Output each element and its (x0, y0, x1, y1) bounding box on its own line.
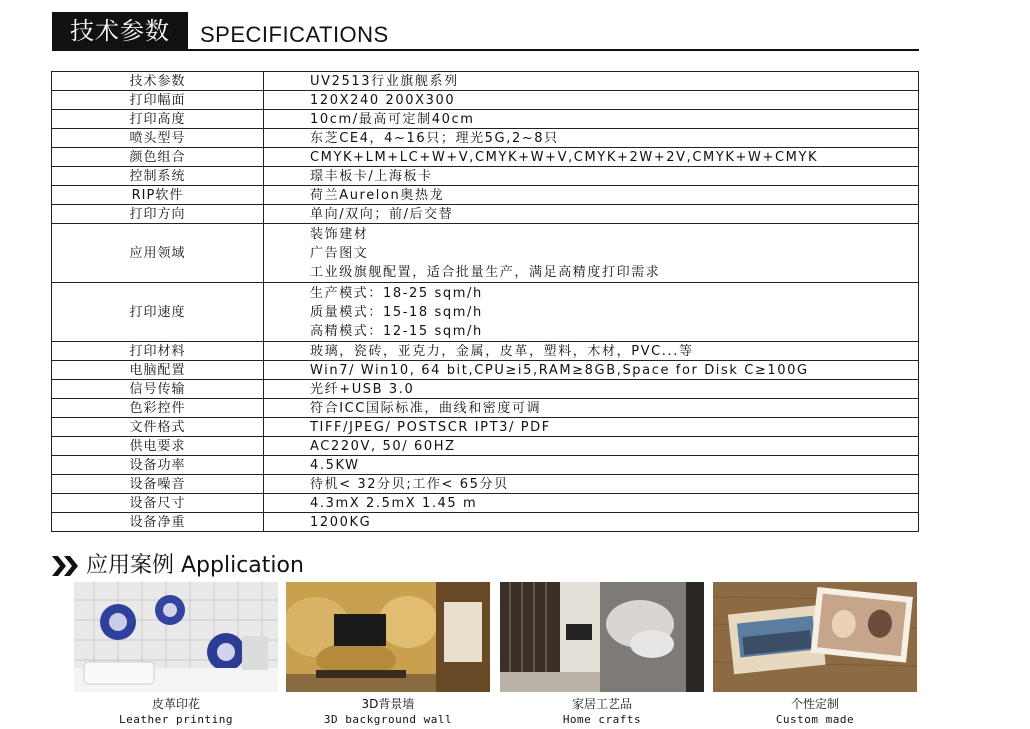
spec-label: 技术参数 (52, 72, 264, 91)
case-caption (286, 697, 490, 727)
spec-label: 控制系统 (52, 167, 264, 186)
spec-value-line: 荷兰Aurelon奥热龙 (310, 187, 445, 203)
spec-label: 打印速度 (52, 283, 264, 342)
case-image-custom-made (713, 582, 917, 692)
spec-label: 电脑配置 (52, 361, 264, 380)
case-image-leather-printing (74, 582, 278, 692)
spec-row (52, 361, 919, 380)
spec-value (264, 456, 919, 475)
spec-label: 供电要求 (52, 437, 264, 456)
spec-row (52, 72, 919, 91)
spec-value-line: CMYK+LM+LC+W+V,CMYK+W+V,CMYK+2W+2V,CMYK+W+CMYK (310, 149, 819, 165)
spec-label: 信号传输 (52, 380, 264, 399)
spec-value (264, 494, 919, 513)
spec-value (264, 399, 919, 418)
case-name-zh: 3D背景墙 (361, 697, 415, 711)
spec-row (52, 167, 919, 186)
spec-value (264, 205, 919, 224)
spec-value (264, 361, 919, 380)
application-heading (52, 552, 304, 580)
spec-value-line: 4.3mX 2.5mX 1.45 m (310, 495, 478, 511)
spec-label: 打印高度 (52, 110, 264, 129)
spec-value-line: 工业级旗舰配置，适合批量生产，满足高精度打印需求 (310, 264, 661, 280)
spec-row (52, 342, 919, 361)
spec-label: 文件格式 (52, 418, 264, 437)
spec-label: RIP软件 (52, 186, 264, 205)
spec-value-line: UV2513行业旗舰系列 (310, 73, 459, 89)
spec-value (264, 418, 919, 437)
spec-value-line: Win7/ Win10, 64 bit,CPU≥i5,RAM≥8GB,Space for Disk C≥100G (310, 362, 809, 378)
spec-label: 色彩控件 (52, 399, 264, 418)
spec-value (264, 380, 919, 399)
spec-value (264, 224, 919, 283)
spec-row (52, 148, 919, 167)
spec-label: 打印方向 (52, 205, 264, 224)
spec-value-line: 光纤+USB 3.0 (310, 381, 415, 397)
spec-row (52, 494, 919, 513)
spec-value-line: 质量模式：15-18 sqm/h (310, 304, 483, 320)
spec-value-line: 10cm/最高可定制40cm (310, 111, 475, 127)
spec-value (264, 167, 919, 186)
spec-row (52, 205, 919, 224)
spec-value (264, 129, 919, 148)
spec-value-line: 广告图文 (310, 245, 369, 261)
spec-value (264, 475, 919, 494)
spec-value-line: 120X240 200X300 (310, 92, 456, 108)
spec-value (264, 91, 919, 110)
case-name-zh: 家居工艺品 (571, 697, 632, 711)
spec-value-line: 东芝CE4，4~16只；理光5G,2~8只 (310, 130, 559, 146)
spec-row (52, 380, 919, 399)
case-image-home-crafts (500, 582, 704, 692)
spec-label: 打印幅面 (52, 91, 264, 110)
spec-table (51, 71, 919, 532)
application-title: 应用案例 Application (86, 553, 304, 578)
case-name-en: Leather printing (119, 713, 233, 726)
spec-label: 设备功率 (52, 456, 264, 475)
spec-value (264, 437, 919, 456)
case-name-zh: 皮革印花 (151, 697, 200, 711)
spec-value-line: 高精模式：12-15 sqm/h (310, 323, 483, 339)
spec-value-line: 1200KG (310, 514, 372, 530)
case-caption (500, 697, 704, 727)
spec-value-line: TIFF/JPEG/ POSTSCR IPT3/ PDF (310, 419, 551, 435)
spec-label: 设备净重 (52, 513, 264, 532)
spec-value (264, 513, 919, 532)
spec-value-line: AC220V, 50/ 60HZ (310, 438, 456, 454)
spec-value (264, 283, 919, 342)
case-caption (713, 697, 917, 727)
spec-value-line: 待机< 32分贝;工作< 65分贝 (310, 476, 509, 492)
spec-label: 打印材料 (52, 342, 264, 361)
spec-row (52, 475, 919, 494)
case-name-en: 3D background wall (323, 713, 453, 726)
spec-row (52, 110, 919, 129)
spec-value (264, 186, 919, 205)
spec-value-line: 单向/双向；前/后交替 (310, 206, 454, 222)
spec-row (52, 456, 919, 475)
case-name-en: Home crafts (562, 713, 642, 726)
case-image-3d-background-wall (286, 582, 490, 692)
spec-row (52, 418, 919, 437)
spec-label: 设备尺寸 (52, 494, 264, 513)
spec-value-line: 生产模式：18-25 sqm/h (310, 285, 483, 301)
spec-row (52, 513, 919, 532)
spec-value (264, 342, 919, 361)
spec-value (264, 110, 919, 129)
spec-row (52, 399, 919, 418)
spec-value (264, 148, 919, 167)
case-name-en: Custom made (775, 713, 855, 726)
spec-label: 应用领域 (52, 224, 264, 283)
section-title-en: SPECIFICATIONS (200, 22, 389, 47)
spec-value-line: 符合ICC国际标准，曲线和密度可调 (310, 400, 542, 416)
spec-row (52, 129, 919, 148)
spec-row (52, 186, 919, 205)
spec-label: 喷头型号 (52, 129, 264, 148)
spec-row (52, 224, 919, 283)
spec-row (52, 283, 919, 342)
spec-value (264, 72, 919, 91)
spec-value-line: 4.5KW (310, 457, 360, 473)
spec-row (52, 437, 919, 456)
header-divider (52, 49, 919, 51)
spec-value-line: 玻璃，瓷砖，亚克力，金属，皮革，塑料，木材，PVC...等 (310, 343, 694, 359)
spec-row (52, 91, 919, 110)
spec-label: 设备噪音 (52, 475, 264, 494)
case-caption (74, 697, 278, 727)
double-chevron-right-icon (52, 556, 80, 576)
spec-value-line: 璟丰板卡/上海板卡 (310, 168, 433, 184)
case-name-zh: 个性定制 (790, 697, 839, 711)
spec-value-line: 装饰建材 (310, 226, 369, 242)
section-title-zh: 技术参数 (52, 12, 188, 50)
spec-label: 颜色组合 (52, 148, 264, 167)
